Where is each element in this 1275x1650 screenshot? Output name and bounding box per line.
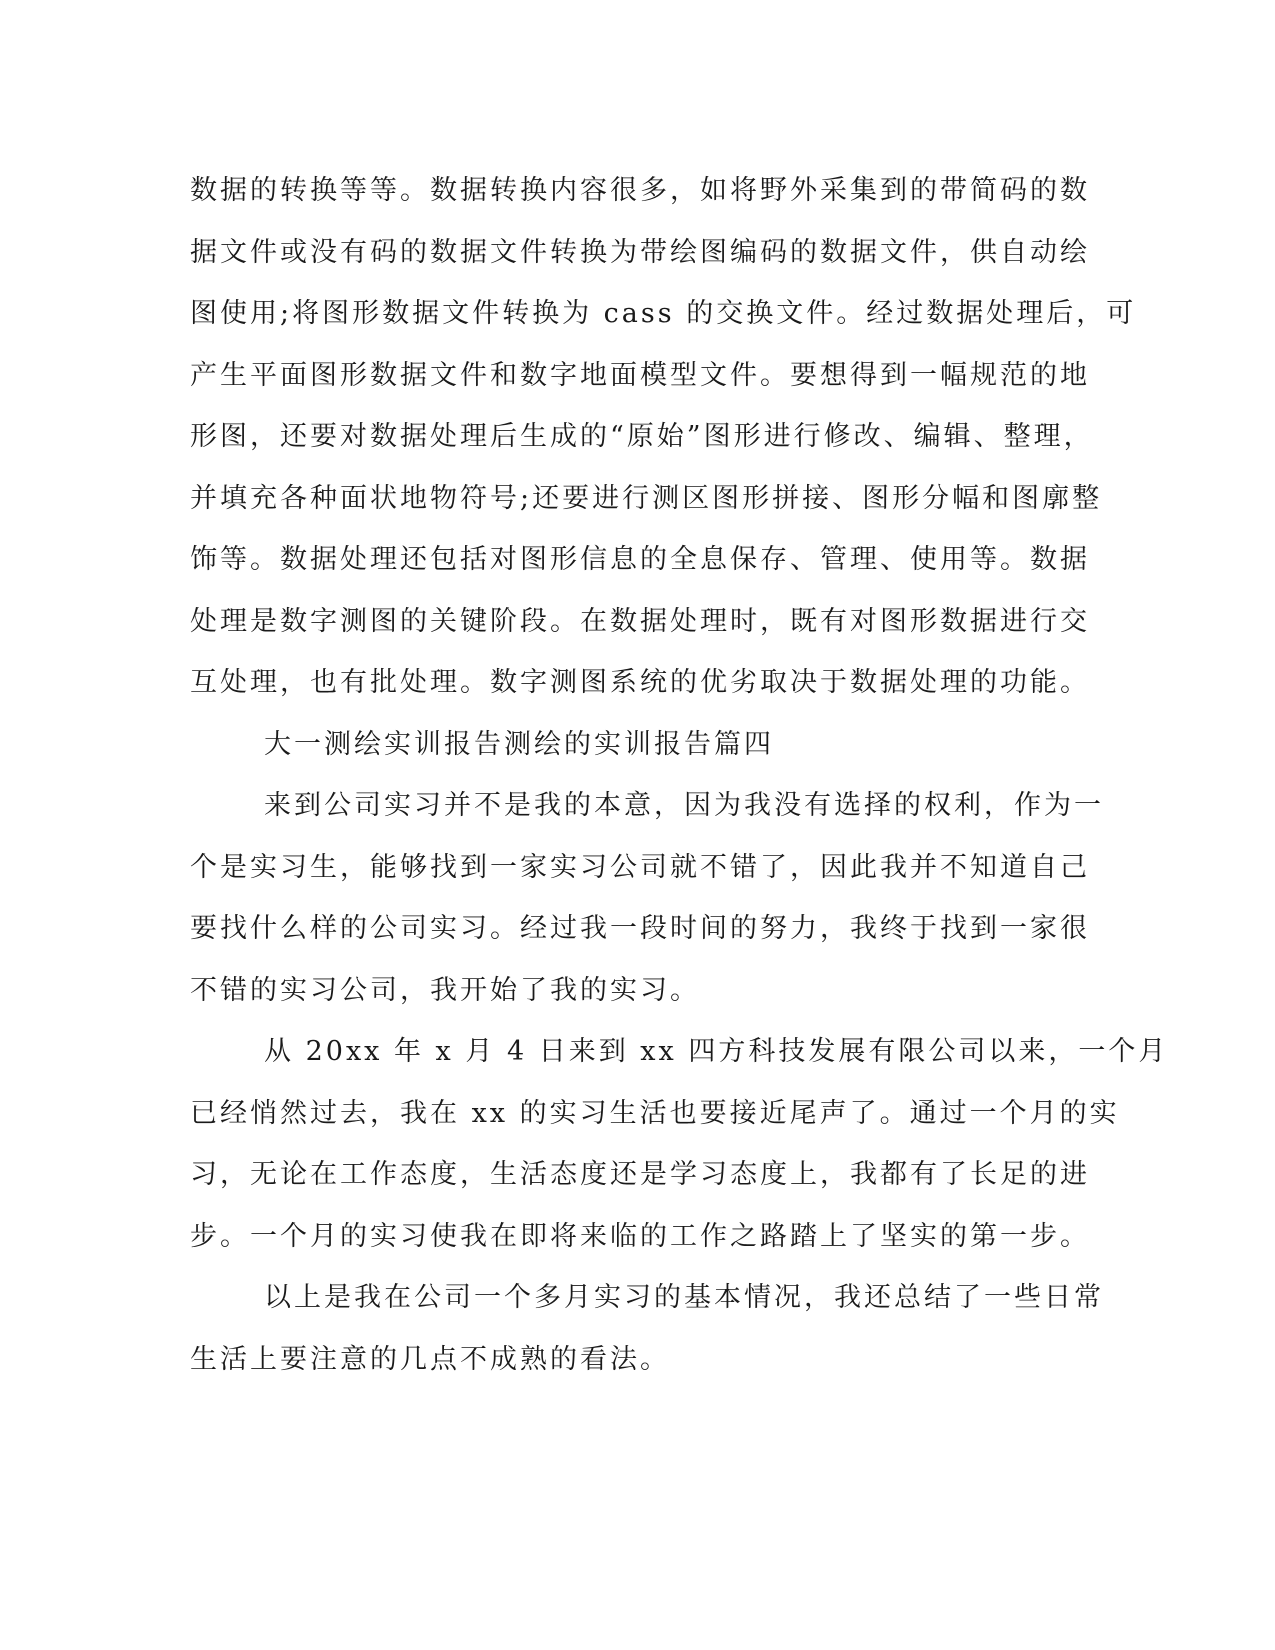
text-line: 以上是我在公司一个多月实习的基本情况，我还总结了一些日常 — [264, 1282, 1104, 1313]
text-line: 形图，还要对数据处理后生成的“原始”图形进行修改、编辑、整理， — [190, 421, 1094, 452]
text-line: 来到公司实习并不是我的本意，因为我没有选择的权利，作为一 — [264, 790, 1104, 821]
text-line: 数据的转换等等。数据转换内容很多，如将野外采集到的带简码的数 — [190, 175, 1090, 206]
text-line: 个是实习生，能够找到一家实习公司就不错了，因此我并不知道自己 — [190, 851, 1090, 883]
text-line: 饰等。数据处理还包括对图形信息的全息保存、管理、使用等。数据 — [190, 544, 1090, 575]
text-line: 生活上要注意的几点不成熟的看法。 — [190, 1343, 670, 1375]
paragraph — [190, 1021, 1169, 1267]
text-line: 据文件或没有码的数据文件转换为带绘图编码的数据文件，供自动绘 — [190, 236, 1090, 268]
section-heading: 大一测绘实训报告测绘的实训报告篇四 — [264, 728, 774, 760]
text-line: 并填充各种面状地物符号;还要进行测区图形拼接、图形分幅和图廓整 — [190, 482, 1103, 514]
document-body — [190, 160, 1169, 1390]
text-line: 产生平面图形数据文件和数字地面模型文件。要想得到一幅规范的地 — [190, 359, 1090, 391]
text-line: 图使用;将图形数据文件转换为 cass 的交换文件。经过数据处理后，可 — [190, 298, 1137, 329]
text-line: 不错的实习公司，我开始了我的实习。 — [190, 974, 700, 1006]
text-line: 习，无论在工作态度，生活态度还是学习态度上，我都有了长足的进 — [190, 1159, 1090, 1190]
paragraph — [190, 775, 1104, 1021]
text-line: 步。一个月的实习使我在即将来临的工作之路踏上了坚实的第一步。 — [190, 1220, 1090, 1252]
paragraph — [190, 160, 1137, 714]
paragraph — [190, 1267, 1104, 1390]
text-line: 处理是数字测图的关键阶段。在数据处理时，既有对图形数据进行交 — [190, 605, 1090, 637]
text-line: 已经悄然过去，我在 xx 的实习生活也要接近尾声了。通过一个月的实 — [190, 1097, 1120, 1129]
text-line: 互处理，也有批处理。数字测图系统的优劣取决于数据处理的功能。 — [190, 667, 1090, 698]
text-line: 要找什么样的公司实习。经过我一段时间的努力，我终于找到一家很 — [190, 913, 1090, 944]
text-line: 从 20xx 年 x 月 4 日来到 xx 四方科技发展有限公司以来，一个月 — [264, 1036, 1169, 1067]
